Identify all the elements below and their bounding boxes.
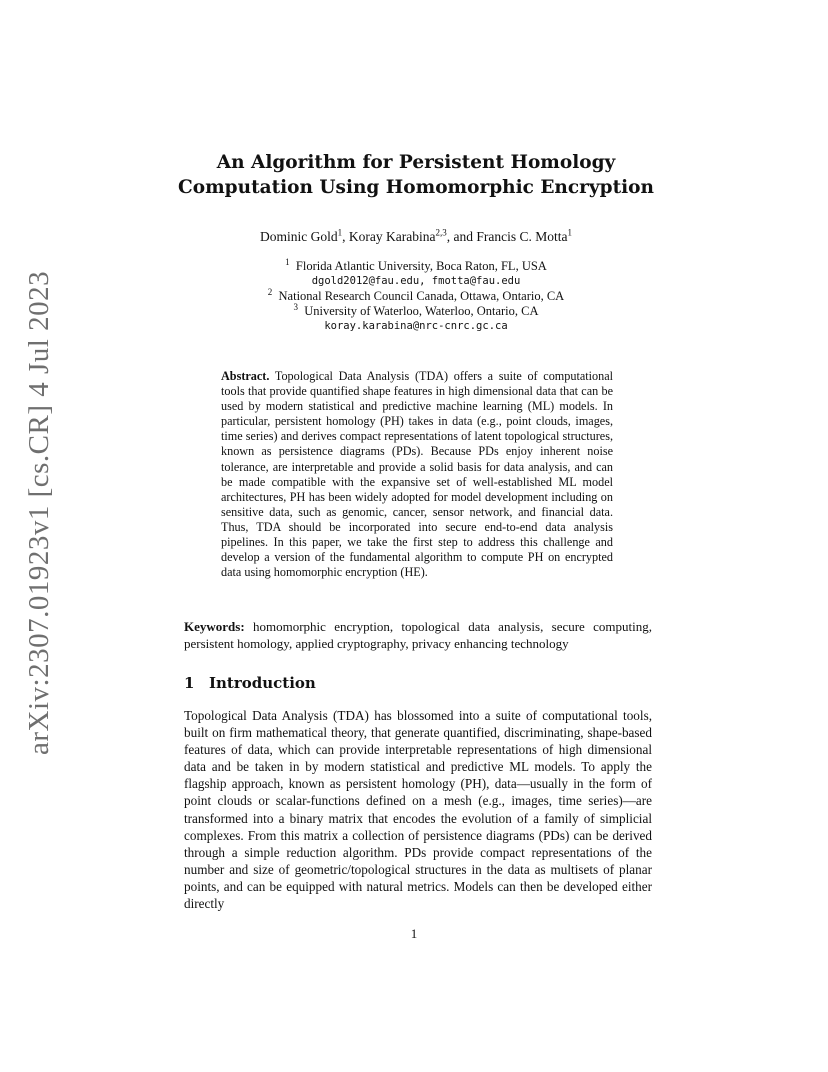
affiliation-mark: 2 — [267, 286, 273, 297]
title-line-2: Computation Using Homomorphic Encryption — [178, 177, 654, 198]
author-name: , and Francis C. Motta — [446, 229, 568, 244]
affiliation-1 — [150, 256, 682, 274]
keywords-label: Keywords: — [184, 619, 245, 634]
affiliation-text: Florida Atlantic University, Boca Raton, FL, USA — [295, 259, 547, 273]
keywords-text: homomorphic encryption, topological data analysis, secure computing, persistent homology, applied cryptography, privacy enhancing technology — [184, 619, 653, 651]
title-line-1: An Algorithm for Persistent Homology — [216, 152, 616, 173]
author-name: , Koray Karabina — [342, 229, 436, 244]
email-affiliation-1[interactable]: dgold2012@fau.edu, fmotta@fau.edu — [311, 275, 521, 287]
section-title: Introduction — [209, 674, 316, 692]
author-affiliation-mark: 1 — [567, 227, 572, 238]
section-heading — [184, 673, 316, 693]
abstract-label: Abstract. — [221, 369, 270, 383]
affiliation-mark: 1 — [285, 256, 290, 267]
affiliation-3 — [150, 301, 682, 319]
author-name: Dominic Gold — [260, 229, 338, 244]
affiliation-text: National Research Council Canada, Ottawa, Ontario, CA — [278, 289, 565, 303]
author-affiliation-mark: 2,3 — [435, 227, 447, 238]
arxiv-identifier: arXiv:2307.01923v1 [cs.CR] 4 Jul 2023 — [23, 270, 55, 755]
author-list — [150, 229, 682, 245]
page-number: 1 — [410, 926, 418, 941]
abstract — [221, 369, 613, 580]
abstract-text: Topological Data Analysis (TDA) offers a suite of computational tools that provide quantified shape features in high dimensional data that can be used by modern statistical and predictive machine learning (ML) models. In particular, persistent homology (PH) takes in data (e.g., point clouds, images, time series) and derives compact representations of latent topological structures, known as persistence diagrams (PDs). Because PDs enjoy inherent noise tolerance, are interpretable and provide a solid basis for data analysis, and can be made compatible with the expansive set of well-established ML model architectures, PH has been widely adopted for model development including on sensitive data, such as genomic, cancer, sensor network, and financial data. Thus, TDA should be incorporated into secure end-to-end data analysis pipelines. In this paper, we take the first step to address this challenge and develop a version of the fundamental algorithm to compute PH on encrypted data using homomorphic encryption (HE). — [221, 369, 614, 580]
paper-title — [150, 150, 682, 200]
author-affiliation-mark: 1 — [337, 227, 343, 238]
keywords — [184, 618, 652, 652]
section-number: 1 — [184, 674, 195, 692]
affiliation-2 — [150, 286, 682, 304]
email-affiliation-3[interactable]: koray.karabina@nrc-cnrc.gc.ca — [324, 320, 508, 332]
affiliation-text: University of Waterloo, Waterloo, Ontario, CA — [304, 304, 539, 318]
section-body: Topological Data Analysis (TDA) has blossomed into a suite of computational tools, built on firm mathematical theory, that generate quantified, discriminating, shape-based features of data, which can provide interpretable representations of high dimensional data and be taken in by modern statistical and predictive ML models. To apply the flagship approach, known as persistent homology (PH), data—usually in the form of point clouds or scalar-functions defined on a mesh (e.g., images, time series)—are transformed into a binary matrix that encodes the evolution of a family of simplicial complexes. From this matrix a collection of persistence diagrams (PDs) can be derived through a simple reduction algorithm. PDs provide compact representations of the number and size of geometric/topological structures in the data as multisets of planar points, and can be equipped with natural metrics. Models can then be developed either directly — [184, 708, 652, 912]
affiliations — [150, 256, 682, 334]
affiliation-mark: 3 — [293, 301, 298, 312]
